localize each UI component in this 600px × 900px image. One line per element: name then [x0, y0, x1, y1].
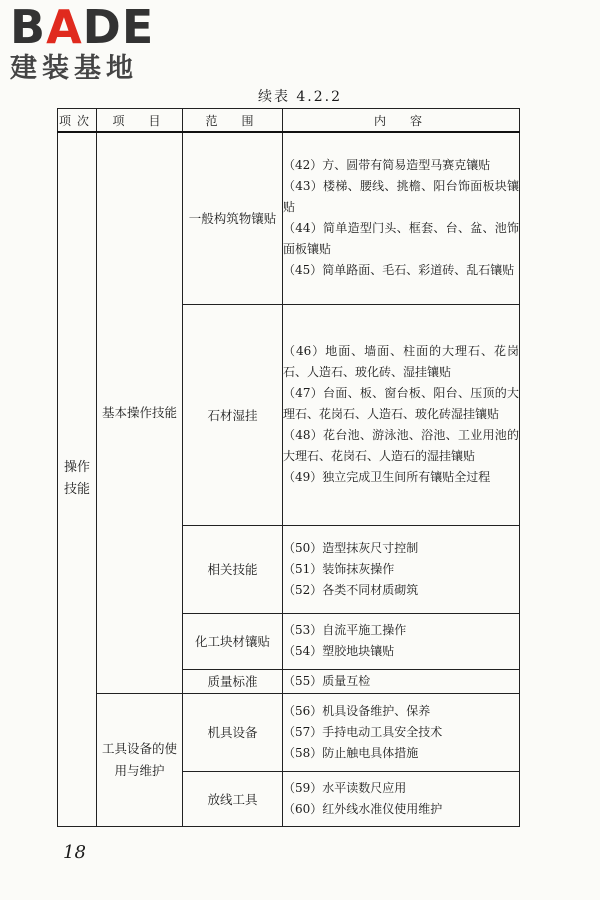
scope-cell: 化工块材镶贴: [183, 613, 283, 669]
logo-accent-letter: A: [46, 0, 83, 54]
content-item: （45）简单路面、毛石、彩道砖、乱石镶贴: [283, 263, 515, 278]
content-item: （60）红外线水准仪使用维护: [283, 801, 443, 816]
content-cell: [283, 304, 520, 525]
scope-cell: 相关技能: [183, 525, 283, 613]
table-row: [58, 132, 520, 304]
content-item: （56）机具设备维护、保养: [283, 703, 431, 718]
content-cell: [283, 525, 520, 613]
content-item: （52）各类不同材质砌筑: [283, 582, 419, 597]
content-cell: [283, 771, 520, 826]
group-label: 基本操作技能: [101, 404, 177, 420]
header-item-no: 项次: [58, 109, 97, 133]
content-item: （46）地面、墙面、柱面的大理石、花岗石、人造石、玻化砖、湿挂镶贴: [283, 344, 519, 379]
scope-cell: 机具设备: [183, 693, 283, 771]
content-cell: [283, 132, 520, 304]
header-item: 项 目: [97, 109, 183, 133]
category-label: 操作 技能: [63, 460, 90, 498]
content-cell: [283, 613, 520, 669]
header-scope: 范 围: [183, 109, 283, 133]
content-item: （58）防止触电具体措施: [283, 745, 419, 760]
logo-wordmark: [10, 0, 180, 54]
content-item: （51）装饰抹灰操作: [283, 561, 395, 576]
content-item: （55）质量互检: [283, 673, 371, 688]
group-label: 工具设备的使 用与维护: [101, 740, 177, 778]
content-item: （47）台面、板、窗台板、阳台、压顶的大理石、花岗石、人造石、玻化砖湿挂镶贴: [283, 386, 519, 421]
scope-cell: 放线工具: [183, 771, 283, 826]
category-cell: [58, 132, 97, 826]
skills-table: [57, 108, 520, 827]
content-item: （43）楼梯、腰线、挑檐、阳台饰面板块镶贴: [283, 179, 519, 215]
content-cell: [283, 693, 520, 771]
page-number: 18: [63, 842, 86, 863]
content-item: （54）塑胶地块镶贴: [283, 644, 395, 658]
content-item: （50）造型抹灰尺寸控制: [283, 540, 419, 555]
bade-logo: [10, 0, 180, 90]
table-caption: 续表 4.2.2: [257, 89, 343, 105]
scope-cell: 质量标准: [183, 669, 283, 693]
header-content: 内 容: [283, 109, 520, 133]
logo-letters: B: [10, 0, 47, 54]
group-cell: [97, 132, 183, 693]
scope-cell: 一般构筑物镶贴: [183, 132, 283, 304]
content-item: （59）水平读数尺应用: [283, 780, 407, 795]
content-item: （49）独立完成卫生间所有镶贴全过程: [283, 470, 491, 484]
content-cell: [283, 669, 520, 693]
content-item: （48）花台池、游泳池、浴池、工业用池的大理石、花岗石、人造石的湿挂镶贴: [283, 428, 519, 463]
scope-cell: 石材湿挂: [183, 304, 283, 525]
logo-subtitle: 建装基地: [10, 53, 138, 84]
content-item: （42）方、圆带有简易造型马赛克镶贴: [283, 158, 491, 173]
table-header-row: [58, 109, 520, 133]
table-row: [58, 693, 520, 771]
logo-letters-suffix: DE: [82, 0, 155, 54]
content-item: （57）手持电动工具安全技术: [283, 724, 443, 739]
content-item: （53）自流平施工操作: [283, 623, 407, 637]
group-cell: [97, 693, 183, 826]
content-item: （44）简单造型门头、框套、台、盆、池饰面板镶贴: [283, 221, 519, 257]
